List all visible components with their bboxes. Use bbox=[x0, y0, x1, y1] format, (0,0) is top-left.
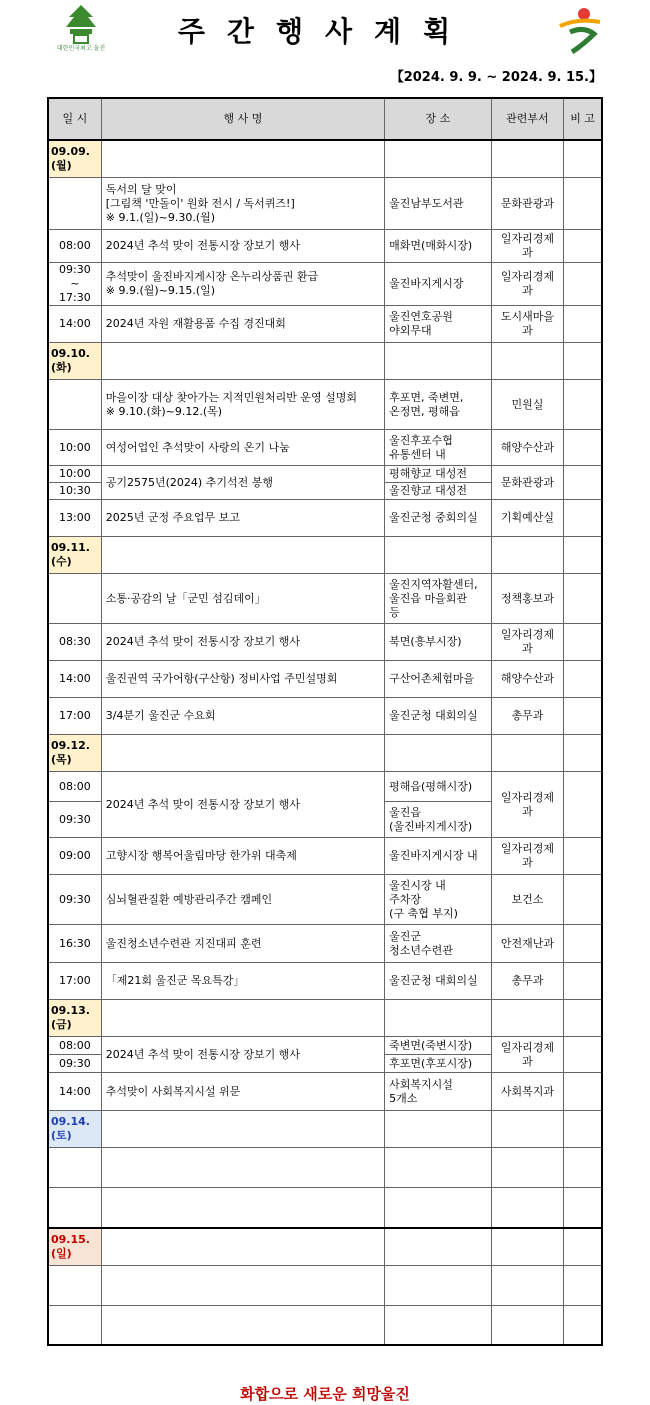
event-time: 14:00 bbox=[48, 306, 101, 343]
table-row bbox=[48, 875, 602, 925]
table-row bbox=[48, 925, 602, 963]
event-dept: 해양수산과 bbox=[491, 661, 563, 698]
event-time: 10:30 bbox=[48, 483, 101, 500]
event-name: 「제21회 울진군 목요특강」 bbox=[101, 963, 384, 1000]
event-place: 북면(흥부시장) bbox=[385, 624, 492, 661]
logo-caption: 대한민국최고 울진 bbox=[56, 45, 106, 52]
day-label: 09.12.(목) bbox=[48, 735, 101, 772]
day-row bbox=[48, 537, 602, 574]
event-place: 울진시장 내 주차장 (구 축협 부지) bbox=[385, 875, 492, 925]
event-name: 여성어업인 추석맞이 사랑의 온기 나눔 bbox=[101, 430, 384, 466]
day-label-saturday: 09.14.(토) bbox=[48, 1111, 101, 1148]
event-name: 추석맞이 울진바지게시장 온누리상품권 환급 ※ 9.9.(월)~9.15.(일) bbox=[101, 263, 384, 306]
event-place: 울진향교 대성전 bbox=[385, 483, 492, 500]
event-time: 16:30 bbox=[48, 925, 101, 963]
event-place: 울진바지게시장 bbox=[385, 263, 492, 306]
table-row bbox=[48, 1265, 602, 1305]
day-row bbox=[48, 735, 602, 772]
event-time: 14:00 bbox=[48, 661, 101, 698]
day-label-sunday: 09.15.(일) bbox=[48, 1228, 101, 1266]
event-place: 울진읍 (울진바지게시장) bbox=[385, 802, 492, 838]
event-dept: 민원실 bbox=[491, 380, 563, 430]
event-place: 사회복지시설 5개소 bbox=[385, 1073, 492, 1111]
col-header-datetime: 일 시 bbox=[48, 98, 101, 140]
table-row bbox=[48, 1037, 602, 1055]
event-place: 후포면, 죽변면, 온정면, 평해읍 bbox=[385, 380, 492, 430]
event-name: 3/4분기 울진군 수요회 bbox=[101, 698, 384, 735]
event-time: 09:30 bbox=[48, 1055, 101, 1073]
event-place: 구산어촌체험마을 bbox=[385, 661, 492, 698]
table-row bbox=[48, 698, 602, 735]
event-dept: 도시새마을과 bbox=[491, 306, 563, 343]
event-dept: 일자리경제과 bbox=[491, 1037, 563, 1073]
event-name: 2024년 추석 맞이 전통시장 장보기 행사 bbox=[101, 772, 384, 838]
event-time: 08:00 bbox=[48, 230, 101, 263]
day-label: 09.09.(월) bbox=[48, 140, 101, 178]
event-dept: 일자리경제과 bbox=[491, 263, 563, 306]
event-name: 추석맞이 사회복지시설 위문 bbox=[101, 1073, 384, 1111]
table-row bbox=[48, 772, 602, 802]
table-row bbox=[48, 574, 602, 624]
event-time: 08:00 bbox=[48, 772, 101, 802]
col-header-event: 행 사 명 bbox=[101, 98, 384, 140]
event-name: 2025년 군정 주요업무 보고 bbox=[101, 500, 384, 537]
day-row bbox=[48, 1000, 602, 1037]
emblem-icon bbox=[554, 4, 606, 56]
event-name: 공기2575년(2024) 추기석전 봉행 bbox=[101, 466, 384, 500]
page-title: 주간행사계획 bbox=[177, 15, 473, 48]
event-place: 평해읍(평해시장) bbox=[385, 772, 492, 802]
day-row bbox=[48, 140, 602, 178]
event-name: 2024년 추석 맞이 전통시장 장보기 행사 bbox=[101, 230, 384, 263]
event-name: 고향시장 행복어울림마당 한가위 대축제 bbox=[101, 838, 384, 875]
table-header-row bbox=[48, 98, 602, 140]
event-name: 마을이장 대상 찾아가는 지적민원처리반 운영 설명회 ※ 9.10.(화)~9.12.(목) bbox=[101, 380, 384, 430]
event-place: 울진군청 중회의실 bbox=[385, 500, 492, 537]
event-place: 죽변면(죽변시장) bbox=[385, 1037, 492, 1055]
event-time: 10:00 bbox=[48, 466, 101, 483]
event-dept: 정책홍보과 bbox=[491, 574, 563, 624]
event-dept: 총무과 bbox=[491, 698, 563, 735]
page-header bbox=[0, 0, 650, 95]
day-label: 09.11.(수) bbox=[48, 537, 101, 574]
event-dept: 일자리경제과 bbox=[491, 624, 563, 661]
event-dept: 총무과 bbox=[491, 963, 563, 1000]
event-dept: 보건소 bbox=[491, 875, 563, 925]
footer-slogan: 화합으로 새로운 희망울진 bbox=[240, 1385, 410, 1403]
event-place: 울진군청 대회의실 bbox=[385, 698, 492, 735]
event-place: 울진후포수협 유통센터 내 bbox=[385, 430, 492, 466]
event-dept: 일자리경제과 bbox=[491, 838, 563, 875]
event-place: 평해향교 대성전 bbox=[385, 466, 492, 483]
event-time: 09:00 bbox=[48, 838, 101, 875]
event-dept: 일자리경제과 bbox=[491, 230, 563, 263]
event-place: 울진연호공원 야외무대 bbox=[385, 306, 492, 343]
event-place: 매화면(매화시장) bbox=[385, 230, 492, 263]
event-time: 10:00 bbox=[48, 430, 101, 466]
table-row bbox=[48, 178, 602, 230]
table-row bbox=[48, 1148, 602, 1188]
event-place: 울진지역자활센터, 울진읍 마을회관 등 bbox=[385, 574, 492, 624]
table-row bbox=[48, 963, 602, 1000]
event-name: 2024년 추석 맞이 전통시장 장보기 행사 bbox=[101, 624, 384, 661]
event-name: 독서의 달 맞이 [그림책 '만돌이' 원화 전시 / 독서퀴즈!] ※ 9.1.(일)~9.30.(월) bbox=[101, 178, 384, 230]
col-header-dept: 관련부서 bbox=[491, 98, 563, 140]
event-dept: 일자리경제과 bbox=[491, 772, 563, 838]
table-row bbox=[48, 430, 602, 466]
event-place: 후포면(후포시장) bbox=[385, 1055, 492, 1073]
event-time: 13:00 bbox=[48, 500, 101, 537]
col-header-note: 비 고 bbox=[564, 98, 602, 140]
event-dept: 문화관광과 bbox=[491, 466, 563, 500]
event-time: 17:00 bbox=[48, 963, 101, 1000]
event-name: 심뇌혈관질환 예방관리주간 캠페인 bbox=[101, 875, 384, 925]
day-label: 09.13.(금) bbox=[48, 1000, 101, 1037]
table-row bbox=[48, 624, 602, 661]
table-row bbox=[48, 263, 602, 306]
table-row bbox=[48, 1073, 602, 1111]
county-logo bbox=[52, 3, 110, 55]
table-row bbox=[48, 306, 602, 343]
table-row bbox=[48, 1305, 602, 1345]
table-row bbox=[48, 380, 602, 430]
col-header-place: 장 소 bbox=[385, 98, 492, 140]
event-name: 2024년 자원 재활용품 수집 경진대회 bbox=[101, 306, 384, 343]
table-row bbox=[48, 661, 602, 698]
table-row bbox=[48, 466, 602, 483]
event-place: 울진바지게시장 내 bbox=[385, 838, 492, 875]
event-time: 08:30 bbox=[48, 624, 101, 661]
schedule-period: 【2024. 9. 9. ~ 2024. 9. 15.】 bbox=[390, 70, 602, 85]
event-time: 08:00 bbox=[48, 1037, 101, 1055]
event-dept: 해양수산과 bbox=[491, 430, 563, 466]
table-row bbox=[48, 230, 602, 263]
event-name: 울진청소년수련관 지진대피 훈련 bbox=[101, 925, 384, 963]
event-place: 울진남부도서관 bbox=[385, 178, 492, 230]
event-dept: 사회복지과 bbox=[491, 1073, 563, 1111]
table-row bbox=[48, 838, 602, 875]
event-time: 09:30 ~ 17:30 bbox=[48, 263, 101, 306]
table-row bbox=[48, 1188, 602, 1228]
event-dept: 문화관광과 bbox=[491, 178, 563, 230]
event-name: 2024년 추석 맞이 전통시장 장보기 행사 bbox=[101, 1037, 384, 1073]
event-place: 울진군청 대회의실 bbox=[385, 963, 492, 1000]
day-row bbox=[48, 343, 602, 380]
event-name: 울진권역 국가어항(구산항) 정비사업 주민설명회 bbox=[101, 661, 384, 698]
event-time: 17:00 bbox=[48, 698, 101, 735]
event-name: 소통·공감의 날「군민 섬김데이」 bbox=[101, 574, 384, 624]
table-row bbox=[48, 500, 602, 537]
day-row bbox=[48, 1111, 602, 1148]
event-place: 울진군 청소년수련관 bbox=[385, 925, 492, 963]
day-label: 09.10.(화) bbox=[48, 343, 101, 380]
day-row bbox=[48, 1228, 602, 1266]
event-time: 09:30 bbox=[48, 875, 101, 925]
event-time: 09:30 bbox=[48, 802, 101, 838]
weekly-schedule-table bbox=[47, 97, 603, 1346]
event-time: 14:00 bbox=[48, 1073, 101, 1111]
event-dept: 기획예산실 bbox=[491, 500, 563, 537]
event-dept: 안전재난과 bbox=[491, 925, 563, 963]
